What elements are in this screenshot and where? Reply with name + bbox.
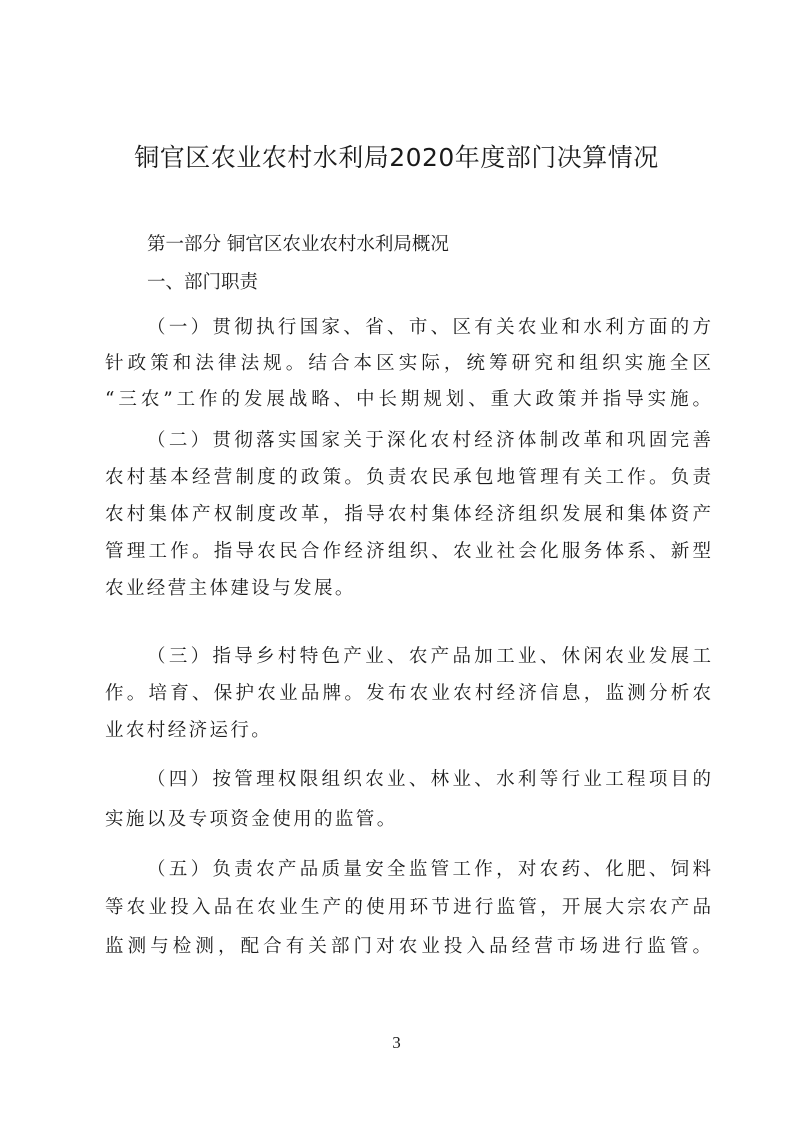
paragraph-line: “三农”工作的发展战略、中长期规划、重大政策并指导实施。: [105, 389, 711, 410]
part-heading: 第一部分 铜官区农业农村水利局概况: [147, 234, 449, 255]
paragraph-line: 针政策和法律法规。结合本区实际，统筹研究和组织实施全区: [105, 353, 711, 374]
paragraph-line: 业农村经济运行。: [105, 720, 273, 741]
paragraph-line: 农村集体产权制度改革，指导农村集体经济组织发展和集体资产: [105, 504, 711, 525]
paragraph-line: 农村基本经营制度的政策。负责农民承包地管理有关工作。负责: [105, 467, 711, 488]
paragraph-line: （四）按管理权限组织农业、林业、水利等行业工程项目的: [147, 769, 711, 790]
document-title: 铜官区农业农村水利局2020年度部门决算情况: [134, 143, 659, 172]
section-heading: 一、部门职责: [147, 272, 259, 293]
paragraph-line: （三）指导乡村特色产业、农产品加工业、休闲农业发展工: [147, 646, 711, 667]
paragraph-line: 等农业投入品在农业生产的使用环节进行监管，开展大宗农产品: [105, 897, 711, 918]
paragraph-line: （二）贯彻落实国家关于深化农村经济体制改革和巩固完善: [147, 430, 711, 451]
paragraph-line: （五）负责农产品质量安全监管工作，对农药、化肥、饲料: [147, 859, 711, 880]
page-number: 3: [392, 1033, 401, 1052]
paragraph-line: （一）贯彻执行国家、省、市、区有关农业和水利方面的方: [147, 317, 711, 338]
paragraph-line: 作。培育、保护农业品牌。发布农业农村经济信息，监测分析农: [105, 683, 711, 704]
paragraph-line: 实施以及专项资金使用的监管。: [105, 809, 398, 830]
paragraph-line: 监测与检测，配合有关部门对农业投入品经营市场进行监管。: [105, 936, 711, 957]
paragraph-line: 农业经营主体建设与发展。: [105, 578, 356, 599]
paragraph-line: 管理工作。指导农民合作经济组织、农业社会化服务体系、新型: [105, 541, 711, 562]
